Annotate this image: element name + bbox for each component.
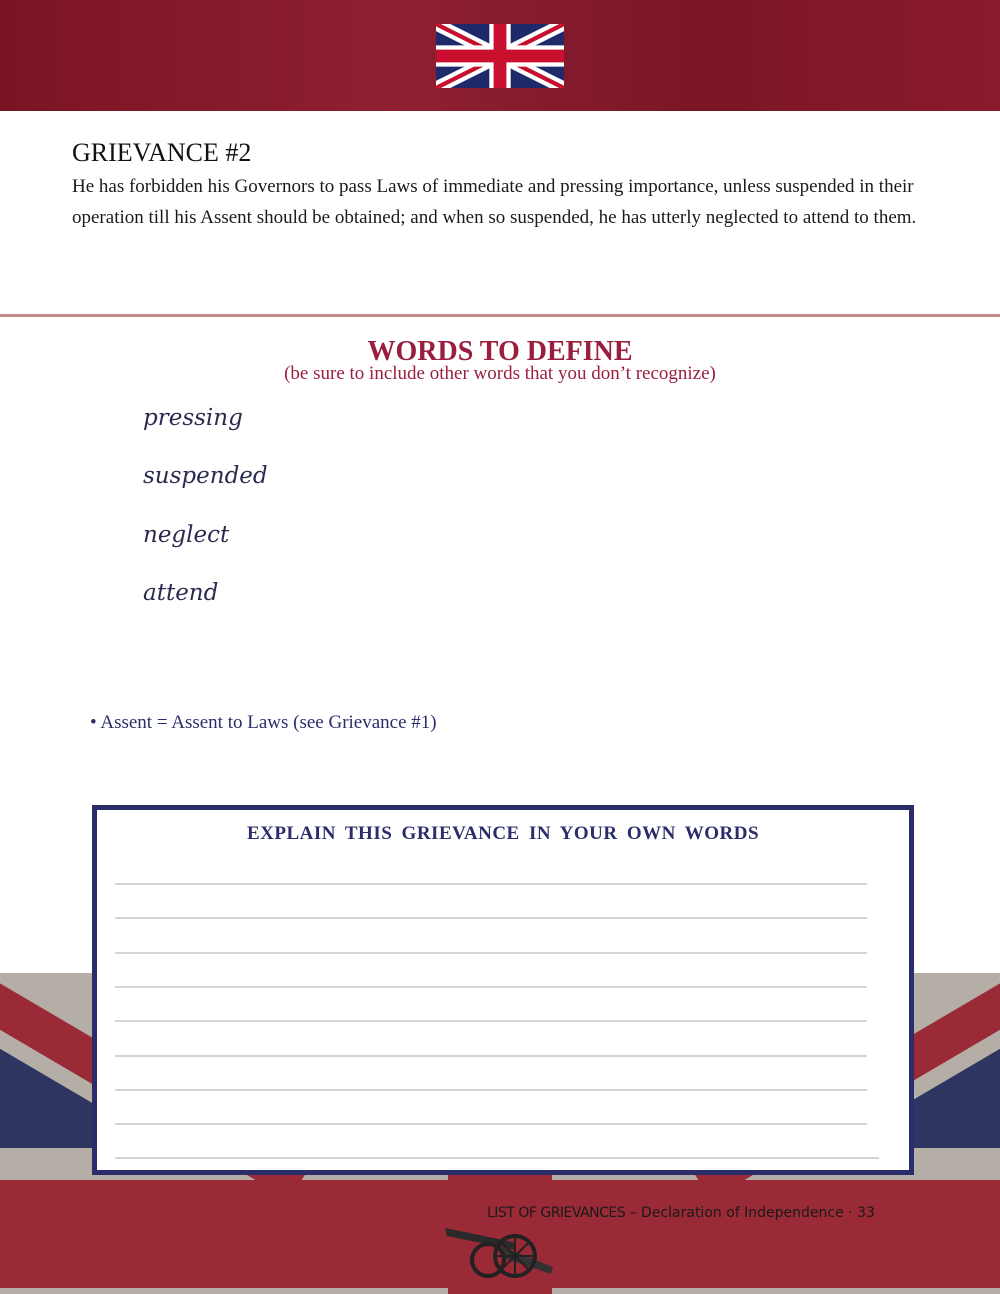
footer-book: Declaration of Independence — [641, 1205, 844, 1221]
footer-section: LIST OF GRIEVANCES — [487, 1205, 626, 1221]
page-number: 33 — [857, 1205, 875, 1221]
word-item: suspended — [143, 463, 268, 489]
grievance-title: GRIEVANCE #2 — [72, 138, 252, 167]
header-banner — [0, 0, 1000, 111]
assent-note: • Assent = Assent to Laws (see Grievance #1) — [90, 712, 437, 733]
footer-dash: – — [625, 1205, 642, 1221]
page-footer — [487, 1205, 875, 1221]
writing-line[interactable] — [115, 986, 867, 988]
writing-line[interactable] — [115, 1020, 867, 1022]
word-item: neglect — [143, 522, 230, 548]
explain-title: EXPLAIN THIS GRIEVANCE IN YOUR OWN WORDS — [246, 823, 760, 844]
writing-line[interactable] — [115, 1157, 879, 1159]
cannon-icon — [443, 1222, 558, 1282]
writing-line[interactable] — [115, 952, 867, 954]
divider — [0, 314, 1000, 317]
explain-box — [92, 805, 914, 1175]
word-item: attend — [143, 580, 219, 606]
grievance-text: He has forbidden his Governors to pass Laws of immediate and pressing importance, unless suspended in their operation till his Assent should be obtained; and when so suspended, he has utterly neglected to attend to them. — [72, 176, 917, 228]
union-jack-flag-icon — [436, 24, 564, 88]
words-title: WORDS TO DEFINE — [367, 336, 633, 367]
word-item: pressing — [143, 405, 243, 431]
writing-line[interactable] — [115, 883, 867, 885]
writing-line[interactable] — [115, 917, 867, 919]
writing-line[interactable] — [115, 1089, 867, 1091]
footer-sep: · — [843, 1205, 858, 1221]
writing-line[interactable] — [115, 1123, 867, 1125]
writing-line[interactable] — [115, 1055, 867, 1057]
words-subtitle: (be sure to include other words that you don’t recognize) — [284, 363, 716, 384]
